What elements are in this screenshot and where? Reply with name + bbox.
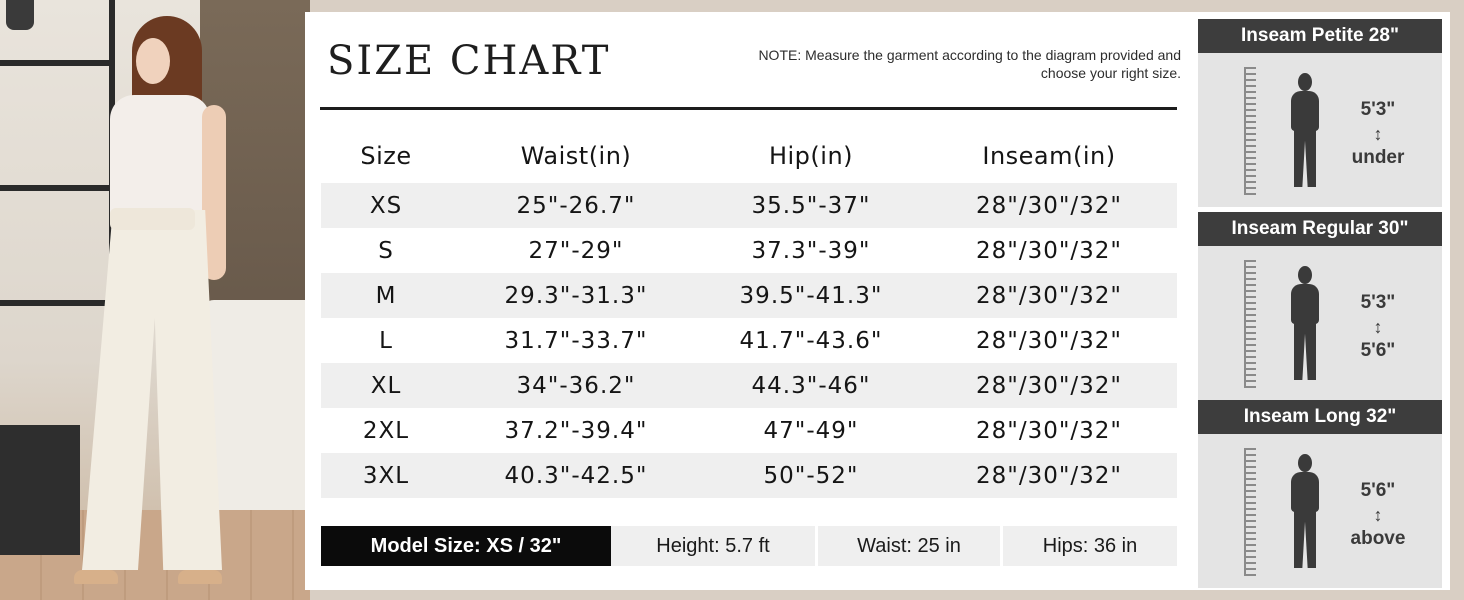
inseam-petite-body [1198,53,1442,207]
ruler-icon [1244,67,1256,195]
height-range-bottom: under [1351,147,1405,168]
note-line: NOTE: Measure the garment according to the diagram provided and [758,47,1181,63]
header-waist: Waist(in) [520,142,632,170]
cell-size: M [375,282,397,309]
model-face [136,38,170,84]
cell-size: XL [370,372,402,399]
table-row [321,453,1177,498]
cell-hip: 41.7"-43.6" [739,327,883,354]
table-row [321,228,1177,273]
model-belt [110,208,195,230]
height-range [1338,99,1418,169]
cell-hip: 50"-52" [763,462,859,489]
size-table [321,129,1177,498]
cell-inseam: 28"/30"/32" [975,462,1123,489]
lamp-icon [6,0,34,30]
cell-waist: 25"-26.7" [516,192,636,219]
cell-size: 3XL [362,462,410,489]
cell-waist: 37.2"-39.4" [504,417,648,444]
cell-hip: 47"-49" [763,417,859,444]
height-range-top: 5'6" [1360,480,1396,501]
cell-size: 2XL [362,417,410,444]
person-silhouette-icon [1288,266,1322,384]
cell-waist: 31.7"-33.7" [504,327,648,354]
person-silhouette-icon [1288,454,1322,572]
model-shoe [74,570,118,584]
inseam-regular-body [1198,246,1442,400]
height-range-bottom: 5'6" [1360,340,1396,361]
table-row [321,273,1177,318]
table-row [321,318,1177,363]
cell-inseam: 28"/30"/32" [975,417,1123,444]
inseam-regular-title: Inseam Regular 30" [1198,212,1442,246]
inseam-long-title: Inseam Long 32" [1198,400,1442,434]
inseam-guide [1190,12,1450,590]
cell-hip: 39.5"-41.3" [739,282,883,309]
title-divider [320,107,1177,110]
cell-waist: 27"-29" [528,237,624,264]
person-silhouette-icon [1288,73,1322,191]
model-shoe [178,570,222,584]
cell-hip: 44.3"-46" [751,372,871,399]
height-range [1338,292,1418,362]
cell-hip: 37.3"-39" [751,237,871,264]
note-line: choose your right size. [1040,65,1181,81]
cell-inseam: 28"/30"/32" [975,372,1123,399]
cell-size: S [378,237,394,264]
cell-waist: 40.3"-42.5" [504,462,648,489]
cell-hip: 35.5"-37" [751,192,871,219]
model-pants [82,210,222,570]
table-row [321,363,1177,408]
page-title: SIZE CHART [327,38,611,84]
cell-waist: 29.3"-31.3" [504,282,648,309]
model-size-label: Model Size: XS / 32" [321,526,611,566]
model-top [110,95,210,220]
model-hips: Hips: 36 in [1042,534,1138,557]
cell-size: L [379,327,393,354]
planter [0,425,80,555]
ruler-icon [1244,448,1256,576]
cell-size: XS [369,192,403,219]
header-inseam: Inseam(in) [982,142,1116,170]
model-info-bar [321,526,1177,566]
vertical-arrow-icon: ↕ [1373,505,1383,525]
model-height: Height: 5.7 ft [611,526,818,566]
header-hip: Hip(in) [768,142,854,170]
table-row [321,408,1177,453]
cell-inseam: 28"/30"/32" [975,327,1123,354]
measure-note [641,46,1181,82]
inseam-regular-block [1198,212,1442,400]
table-header-row [321,129,1177,183]
table-row [321,183,1177,228]
cell-inseam: 28"/30"/32" [975,237,1123,264]
height-range-top: 5'3" [1360,99,1396,120]
height-range-top: 5'3" [1360,292,1396,313]
inseam-long-block [1198,400,1442,588]
height-range-bottom: above [1350,528,1406,549]
ruler-icon [1244,260,1256,388]
product-photo [0,0,310,600]
inseam-petite-title: Inseam Petite 28" [1198,19,1442,53]
model-waist: Waist: 25 in [818,526,1003,566]
cell-inseam: 28"/30"/32" [975,192,1123,219]
inseam-long-body [1198,434,1442,588]
model-figure [70,10,240,590]
header-size: Size [360,142,412,170]
vertical-arrow-icon: ↕ [1373,317,1383,337]
cell-inseam: 28"/30"/32" [975,282,1123,309]
size-chart-card [305,12,1195,590]
inseam-petite-block [1198,19,1442,207]
cell-waist: 34"-36.2" [516,372,636,399]
vertical-arrow-icon: ↕ [1373,124,1383,144]
height-range [1338,480,1418,550]
